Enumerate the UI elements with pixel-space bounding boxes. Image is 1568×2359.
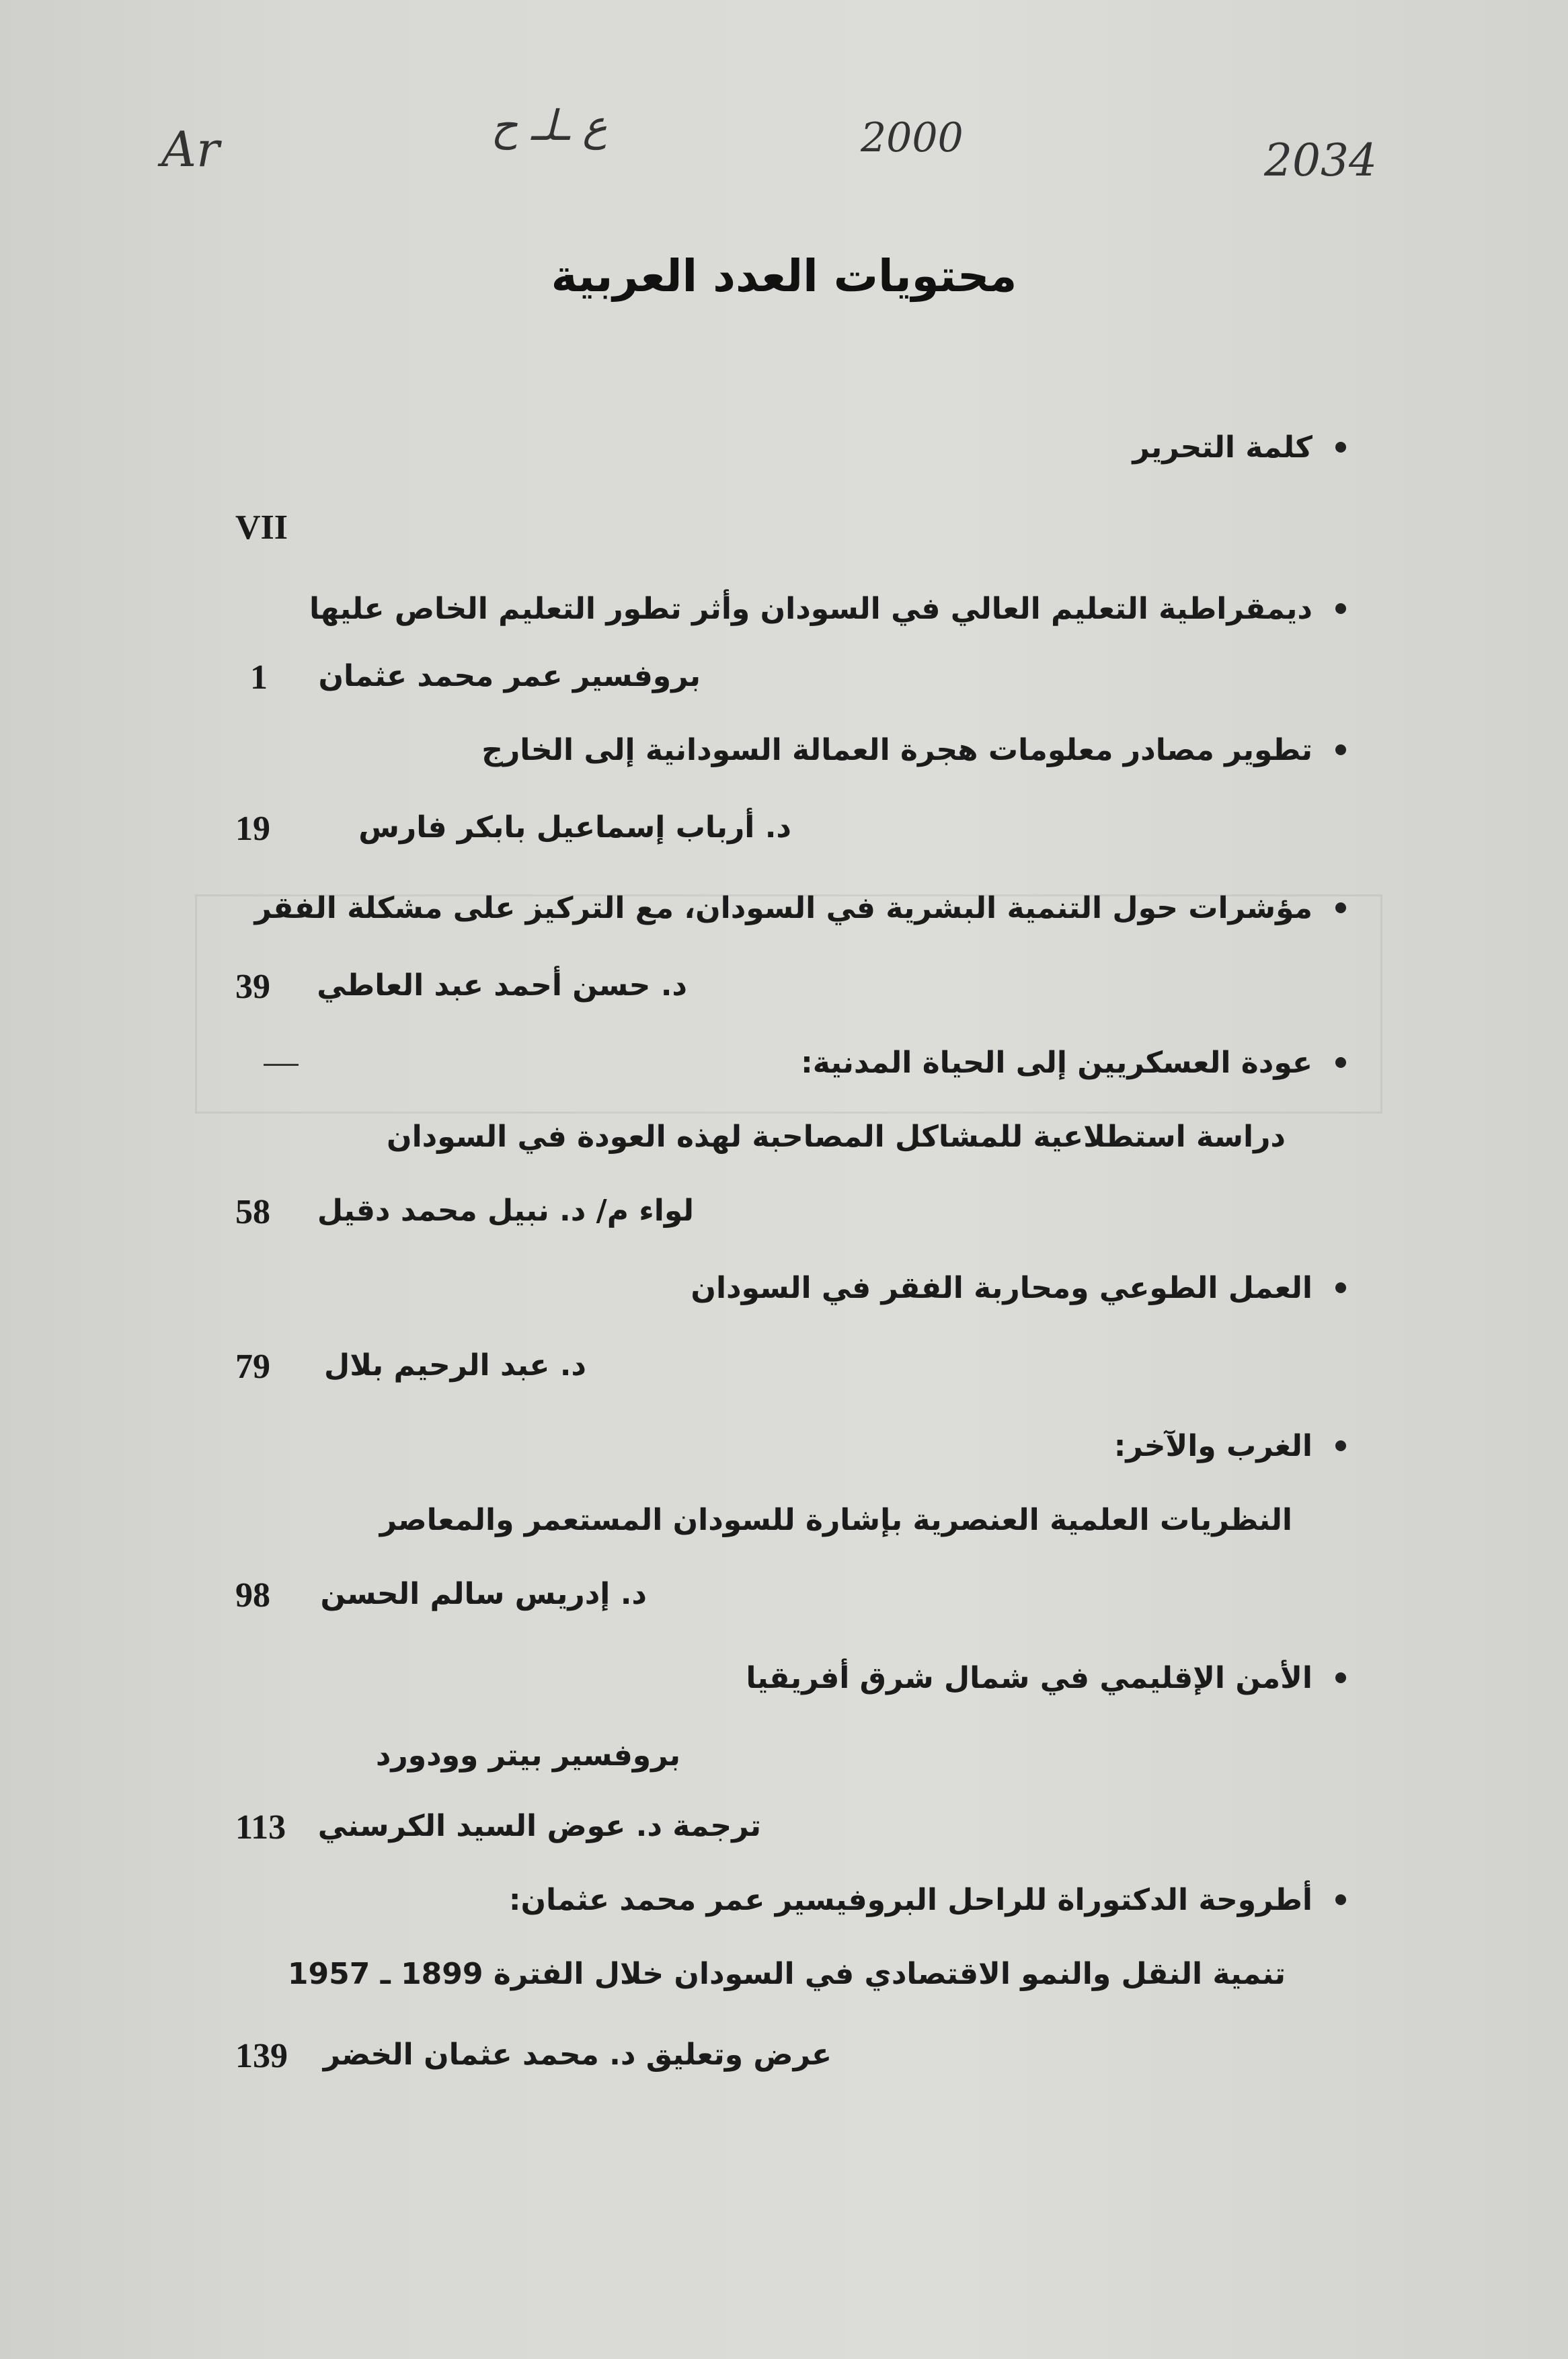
- toc-entry-author: لواء م/ د. نبيل محمد دقيل: [317, 1194, 694, 1228]
- bullet-icon: [1335, 1672, 1346, 1683]
- bleed-through-frame: [195, 894, 1382, 1114]
- bullet-icon: [1335, 1282, 1346, 1293]
- toc-entry-author: عرض وتعليق د. محمد عثمان الخضر: [323, 2038, 832, 2072]
- toc-entry-subtitle: دراسة استطلاعية للمشاكل المصاحبة لهذه العودة في السودان: [387, 1120, 1286, 1154]
- toc-entry-author: بروفسير بيتر وودورد: [375, 1738, 680, 1773]
- toc-entry-title: أطروحة الدكتوراة للراحل البروفيسير عمر محمد عثمان:: [509, 1883, 1346, 1917]
- toc-page-number: 98: [235, 1576, 270, 1615]
- bullet-icon: [1335, 902, 1346, 913]
- handwritten-mark-ayn: ع ـلـ ح: [491, 101, 608, 150]
- toc-page-number: 39: [235, 968, 270, 1006]
- toc-entry-subtitle: النظريات العلمية العنصرية بإشارة للسودان المستعمر والمعاصر: [379, 1503, 1292, 1537]
- toc-entry-title: عودة العسكريين إلى الحياة المدنية:: [801, 1046, 1346, 1080]
- toc-page-number: 58: [235, 1193, 270, 1231]
- bullet-icon: [1335, 1894, 1346, 1905]
- bullet-icon: [1335, 442, 1346, 453]
- toc-entry-author: د. حسن أحمد عبد العاطي: [317, 968, 687, 1003]
- bullet-icon: [1335, 1440, 1346, 1451]
- toc-entry-title: مؤشرات حول التنمية البشرية في السودان، مع التركيز على مشكلة الفقر: [255, 891, 1346, 925]
- toc-entry-title: الأمن الإقليمي في شمال شرق أفريقيا: [746, 1661, 1346, 1695]
- bullet-icon: [1335, 744, 1346, 755]
- handwritten-year: 2000: [861, 114, 964, 161]
- toc-page-number: VII: [235, 508, 288, 547]
- handwritten-code: 2034: [1264, 134, 1377, 186]
- bullet-icon: [1335, 603, 1346, 614]
- toc-entry-translator: ترجمة د. عوض السيد الكرسني: [317, 1809, 761, 1843]
- toc-page-number: 113: [235, 1808, 286, 1847]
- toc-page-number: 139: [235, 2037, 288, 2075]
- toc-entry-title: ديمقراطية التعليم العالي في السودان وأثر تطور التعليم الخاص عليها: [309, 592, 1346, 626]
- toc-entry-subtitle: تنمية النقل والنمو الاقتصادي في السودان خلال الفترة 1899 ـ 1957: [287, 1957, 1286, 1991]
- toc-entry-author: د. عبد الرحيم بلال: [324, 1348, 586, 1383]
- handwritten-mark-ar: Ar: [161, 121, 220, 178]
- toc-entry-title: تطوير مصادر معلومات هجرة العمالة السودانية إلى الخارج: [481, 733, 1346, 767]
- toc-entry-title: الغرب والآخر:: [1114, 1429, 1346, 1463]
- toc-entry-author: بروفسير عمر محمد عثمان: [318, 659, 701, 693]
- page-title: محتويات العدد العربية: [551, 250, 1017, 302]
- separator-dash: [264, 1064, 299, 1066]
- toc-page-number: 19: [235, 810, 270, 848]
- toc-page-number: 1: [250, 658, 268, 697]
- toc-entry-title: كلمة التحرير: [1132, 430, 1346, 465]
- toc-entry-title: العمل الطوعي ومحاربة الفقر في السودان: [691, 1271, 1346, 1305]
- toc-page-number: 79: [235, 1348, 270, 1386]
- toc-entry-author: د. أرباب إسماعيل بابكر فارس: [358, 810, 791, 845]
- toc-entry-author: د. إدريس سالم الحسن: [320, 1577, 647, 1611]
- bullet-icon: [1335, 1057, 1346, 1068]
